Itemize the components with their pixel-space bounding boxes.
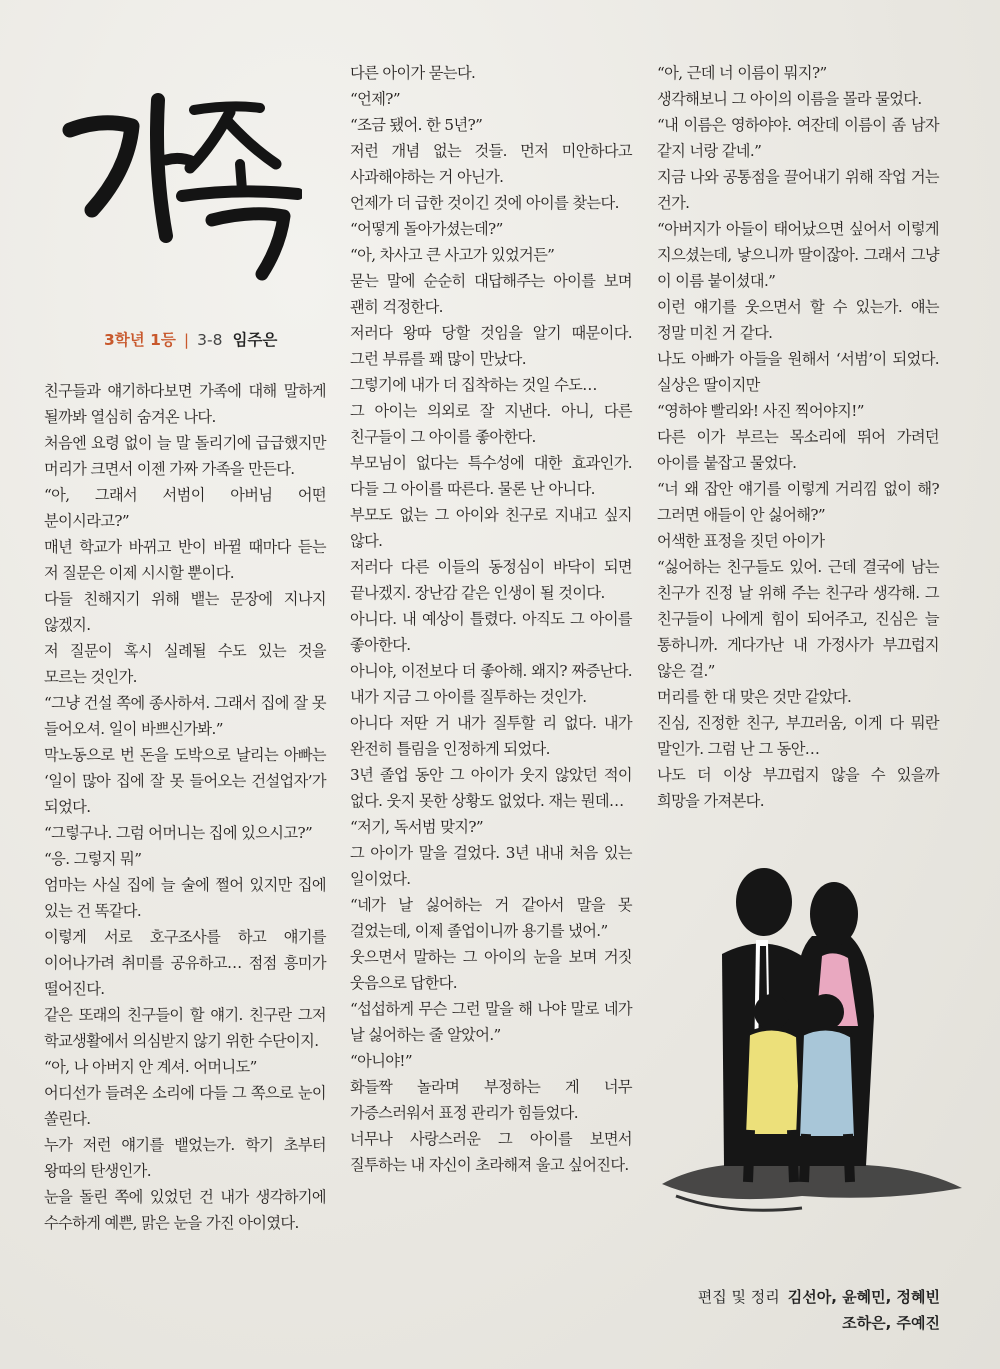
body-paragraph: 이런 얘기를 웃으면서 할 수 있는가. 얘는 정말 미친 거 같다. bbox=[657, 298, 939, 342]
body-paragraph: 그 아이는 의외로 잘 지낸다. 아니, 다른 친구들이 그 아이를 좋아한다. bbox=[350, 402, 632, 446]
body-paragraph: “언제?” bbox=[350, 90, 401, 108]
credits-names-2: 조하은, 주예진 bbox=[842, 1314, 940, 1332]
byline-separator: | bbox=[183, 331, 190, 349]
body-paragraph: 저 질문이 혹시 실례될 수도 있는 것을 모르는 것인가. bbox=[44, 642, 326, 686]
author-number: 3-8 bbox=[197, 331, 223, 349]
credits-names-1: 김선아, 윤혜민, 정혜빈 bbox=[787, 1288, 940, 1306]
body-paragraph: 언제가 더 급한 것이긴 것에 아이를 찾는다. bbox=[350, 194, 619, 212]
page-title bbox=[62, 60, 302, 290]
body-paragraph: “싫어하는 친구들도 있어. 근데 결국에 남는 친구가 진정 날 위해 주는 친구라 생각해. 그 친구들이 나에게 힘이 되어주고, 진심은 늘 통하니까. 게다가난 내 가정사가 부끄럽지 않은 걸.” bbox=[657, 558, 939, 680]
body-paragraph: 어색한 표정을 짓던 아이가 bbox=[657, 532, 825, 550]
body-paragraph: 저러다 왕따 당할 것임을 알기 때문이다. 그런 부류를 꽤 많이 만났다. bbox=[350, 324, 632, 368]
body-paragraph: 나도 더 이상 부끄럽지 않을 수 있을까 희망을 가져본다. bbox=[657, 766, 939, 810]
body-paragraph: 매년 학교가 바뀌고 반이 바뀔 때마다 듣는 저 질문은 이제 시시할 뿐이다. bbox=[44, 538, 326, 582]
author-class: 3학년 1등 bbox=[104, 331, 176, 349]
body-paragraph: 지금 나와 공통점을 끌어내기 위해 작업 거는 건가. bbox=[657, 168, 939, 212]
body-paragraph: 친구들과 얘기하다보면 가족에 대해 말하게 될까봐 열심히 숨겨온 나다. bbox=[44, 382, 326, 426]
body-paragraph: “아, 근데 너 이름이 뭐지?” bbox=[657, 64, 827, 82]
body-paragraph: 부모님이 없다는 특수성에 대한 효과인가. 다들 그 아이를 따른다. 물론 난 아니다. bbox=[350, 454, 632, 498]
body-paragraph: 같은 또래의 친구들이 할 얘기. 친구란 그저 학교생활에서 의심받지 않기 위한 수단이지. bbox=[44, 1006, 326, 1050]
body-paragraph: 진심, 진정한 친구, 부끄러움, 이게 다 뭐란 말인가. 그럼 난 그 동안… bbox=[657, 714, 939, 758]
body-paragraph: “응. 그렇지 뭐” bbox=[44, 850, 142, 868]
author-name: 임주은 bbox=[232, 331, 278, 349]
body-paragraph: 나도 아빠가 아들을 원해서 ‘서범’이 되었다. 실상은 딸이지만 bbox=[657, 350, 939, 394]
body-paragraph: 웃으면서 말하는 그 아이의 눈을 보며 거짓 웃음으로 답한다. bbox=[350, 948, 632, 992]
body-paragraph: 생각해보니 그 아이의 이름을 몰라 물었다. bbox=[657, 90, 922, 108]
body-paragraph: 너무나 사랑스러운 그 아이를 보면서 질투하는 내 자신이 초라해져 울고 싶어진다. bbox=[350, 1130, 632, 1174]
body-column-3 bbox=[657, 60, 939, 814]
title-calligraphy bbox=[62, 60, 302, 290]
body-paragraph: “아, 차사고 큰 사고가 있었거든” bbox=[350, 246, 555, 264]
credits-label: 편집 및 정리 bbox=[697, 1288, 780, 1306]
body-paragraph: 화들짝 놀라며 부정하는 게 너무 가증스러워서 표정 관리가 힘들었다. bbox=[350, 1078, 632, 1122]
body-paragraph: 이렇게 서로 호구조사를 하고 얘기를 이어나가려 취미를 공유하고… 점점 흥미가 떨어진다. bbox=[44, 928, 326, 998]
body-paragraph: “섭섭하게 무슨 그런 말을 해 나야 말로 네가 날 싫어하는 줄 알았어.” bbox=[350, 1000, 632, 1044]
body-paragraph: 다른 이가 부르는 목소리에 뛰어 가려던 아이를 붙잡고 물었다. bbox=[657, 428, 939, 472]
body-paragraph: “저기, 독서범 맞지?” bbox=[350, 818, 484, 836]
body-paragraph: 저러다 다른 이들의 동정심이 바닥이 되면 끝나겠지. 장난감 같은 인생이 될 것이다. bbox=[350, 558, 632, 602]
body-paragraph: 눈을 돌린 쪽에 있었던 건 내가 생각하기에 수수하게 예쁜, 맑은 눈을 가진 아이였다. bbox=[44, 1188, 326, 1232]
body-paragraph: 아니야, 이전보다 더 좋아해. 왜지? 짜증난다. 내가 지금 그 아이를 질투하는 것인가. bbox=[350, 662, 632, 706]
body-column-1 bbox=[44, 378, 326, 1236]
body-paragraph: “아, 그래서 서범이 아버님 어떤 분이시라고?” bbox=[44, 486, 326, 530]
body-paragraph: “그냥 건설 쪽에 종사하셔. 그래서 집에 잘 못 들어오셔. 일이 바쁘신가봐.” bbox=[44, 694, 326, 738]
body-paragraph: “아버지가 아들이 태어났으면 싶어서 이렇게 지으셨는데, 낳으니까 딸이잖아. 그래서 그냥 이 이름 붙이셨대.” bbox=[657, 220, 939, 290]
body-paragraph: 어디선가 들려온 소리에 다들 그 쪽으로 눈이 쏠린다. bbox=[44, 1084, 326, 1128]
body-column-2 bbox=[350, 60, 632, 1178]
body-paragraph: 그렇기에 내가 더 집착하는 것일 수도… bbox=[350, 376, 597, 394]
body-paragraph: “아, 나 아버지 안 계셔. 어머니도” bbox=[44, 1058, 257, 1076]
family-illustration bbox=[652, 866, 970, 1226]
body-paragraph: “네가 날 싫어하는 거 같아서 말을 못 걸었는데, 이제 졸업이니까 용기를 냈어.” bbox=[350, 896, 632, 940]
body-paragraph: 아니다. 내 예상이 틀렸다. 아직도 그 아이를 좋아한다. bbox=[350, 610, 632, 654]
body-paragraph: 아니다 저딴 거 내가 질투할 리 없다. 내가 완전히 틀림을 인정하게 되었다. bbox=[350, 714, 632, 758]
body-paragraph: “조금 됐어. 한 5년?” bbox=[350, 116, 483, 134]
body-paragraph: 부모도 없는 그 아이와 친구로 지내고 싶지 않다. bbox=[350, 506, 632, 550]
body-paragraph: 막노동으로 번 돈을 도박으로 날리는 아빠는 ‘일이 많아 집에 잘 못 들어오는 건설업자’가 되었다. bbox=[44, 746, 326, 816]
byline bbox=[104, 328, 334, 350]
editor-credits bbox=[652, 1284, 940, 1336]
body-paragraph: 누가 저런 얘기를 뱉었는가. 학기 초부터 왕따의 탄생인가. bbox=[44, 1136, 326, 1180]
body-paragraph: “너 왜 잡안 얘기를 이렇게 거리낌 없이 해? 그러면 애들이 안 싫어해?” bbox=[657, 480, 939, 524]
body-paragraph: “그렇구나. 그럼 어머니는 집에 있으시고?” bbox=[44, 824, 313, 842]
body-paragraph: 그 아이가 말을 걸었다. 3년 내내 처음 있는 일이었다. bbox=[350, 844, 632, 888]
body-paragraph: “영하야 빨리와! 사진 찍어야지!” bbox=[657, 402, 864, 420]
body-paragraph: “어떻게 돌아가셨는데?” bbox=[350, 220, 503, 238]
body-paragraph: 3년 졸업 동안 그 아이가 웃지 않았던 적이 없다. 웃지 못한 상황도 없었다. 재는 뭔데… bbox=[350, 766, 632, 810]
body-paragraph: 묻는 말에 순순히 대답해주는 아이를 보며 괜히 걱정한다. bbox=[350, 272, 632, 316]
body-paragraph: 다들 친해지기 위해 뱉는 문장에 지나지 않겠지. bbox=[44, 590, 326, 634]
body-paragraph: “아니야!” bbox=[350, 1052, 413, 1070]
body-paragraph: 저런 개념 없는 것들. 먼저 미안하다고 사과해야하는 거 아닌가. bbox=[350, 142, 632, 186]
body-paragraph: 머리를 한 대 맞은 것만 같았다. bbox=[657, 688, 852, 706]
body-paragraph: 처음엔 요령 없이 늘 말 돌리기에 급급했지만 머리가 크면서 이젠 가짜 가족을 만든다. bbox=[44, 434, 326, 478]
body-paragraph: 엄마는 사실 집에 늘 술에 쩔어 있지만 집에 있는 건 똑같다. bbox=[44, 876, 326, 920]
body-paragraph: “내 이름은 영하야야. 여잔데 이름이 좀 남자 같지 너랑 같네.” bbox=[657, 116, 939, 160]
body-paragraph: 다른 아이가 묻는다. bbox=[350, 64, 476, 82]
